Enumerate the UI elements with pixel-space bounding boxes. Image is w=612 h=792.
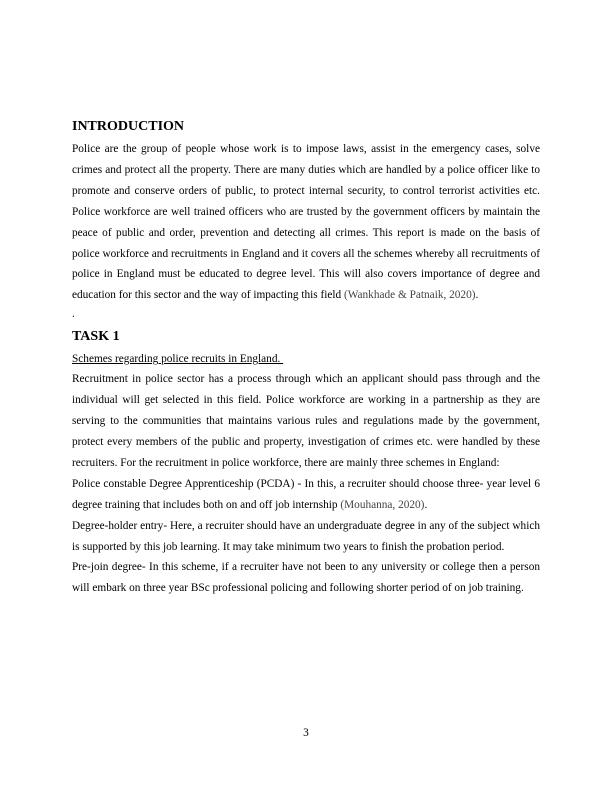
introduction-heading: INTRODUCTION: [72, 119, 185, 134]
pcda-period: .: [424, 498, 428, 511]
task1-paragraph-degree-holder: Degree-holder entry- Here, a recruiter should have an undergraduate degree in any of the subject which is supported by this job learning. It may take minimum two years to finish the probation period.: [72, 519, 540, 553]
introduction-period: .: [475, 289, 479, 302]
task1-paragraph-pcda: [72, 474, 540, 516]
introduction-citation: (Wankhade & Patnaik, 2020): [344, 289, 476, 302]
task1-heading: TASK 1: [72, 329, 120, 345]
task1-subheading: Schemes regarding police recruits in England.: [72, 353, 284, 366]
task1-paragraph-prejoin: Pre-join degree- In this scheme, if a recruiter have not been to any university or college then a person will embark on three year BSc professional policing and following shorter period of on job training.: [72, 561, 540, 595]
task1-paragraph-recruitment: Recruitment in police sector has a process through which an applicant should pass through and the individual will get selected in this field. Police workforce are working in a partnership as they are serving to the communities that maintains various rules and regulations made by the government, protect every members of the public and property, investigation of crimes etc. were handled by these recruiters. For the recruitment in police workforce, there are mainly three schemes in England:: [72, 373, 540, 469]
page-content: [72, 118, 540, 599]
pcda-text: Police constable Degree Apprenticeship (PCDA) - In this, a recruiter should choose three- year level 6 degree training that includes both on and off job internship: [72, 477, 540, 511]
pcda-citation: (Mouhanna, 2020): [340, 498, 425, 511]
section-separator: .: [72, 308, 75, 321]
introduction-paragraph: [72, 139, 540, 306]
page-number: 3: [303, 727, 309, 739]
introduction-text: Police are the group of people whose work is to impose laws, assist in the emergency cases, solve crimes and protect all the property. There are many duties which are handled by a police officer like to promote and conserve orders of public, to protect internal security, to control terrorist activities etc. Police workforce are well trained officers who are trusted by the government officers by maintain the peace of public and order, prevention and detecting all crimes. This report is made on the basis of police workforce and recruitments in England and it covers all the schemes whereby all recruitments of police in England must be educated to degree level. This will also covers importance of degree and education for this sector and the way of impacting this field: [72, 143, 540, 302]
